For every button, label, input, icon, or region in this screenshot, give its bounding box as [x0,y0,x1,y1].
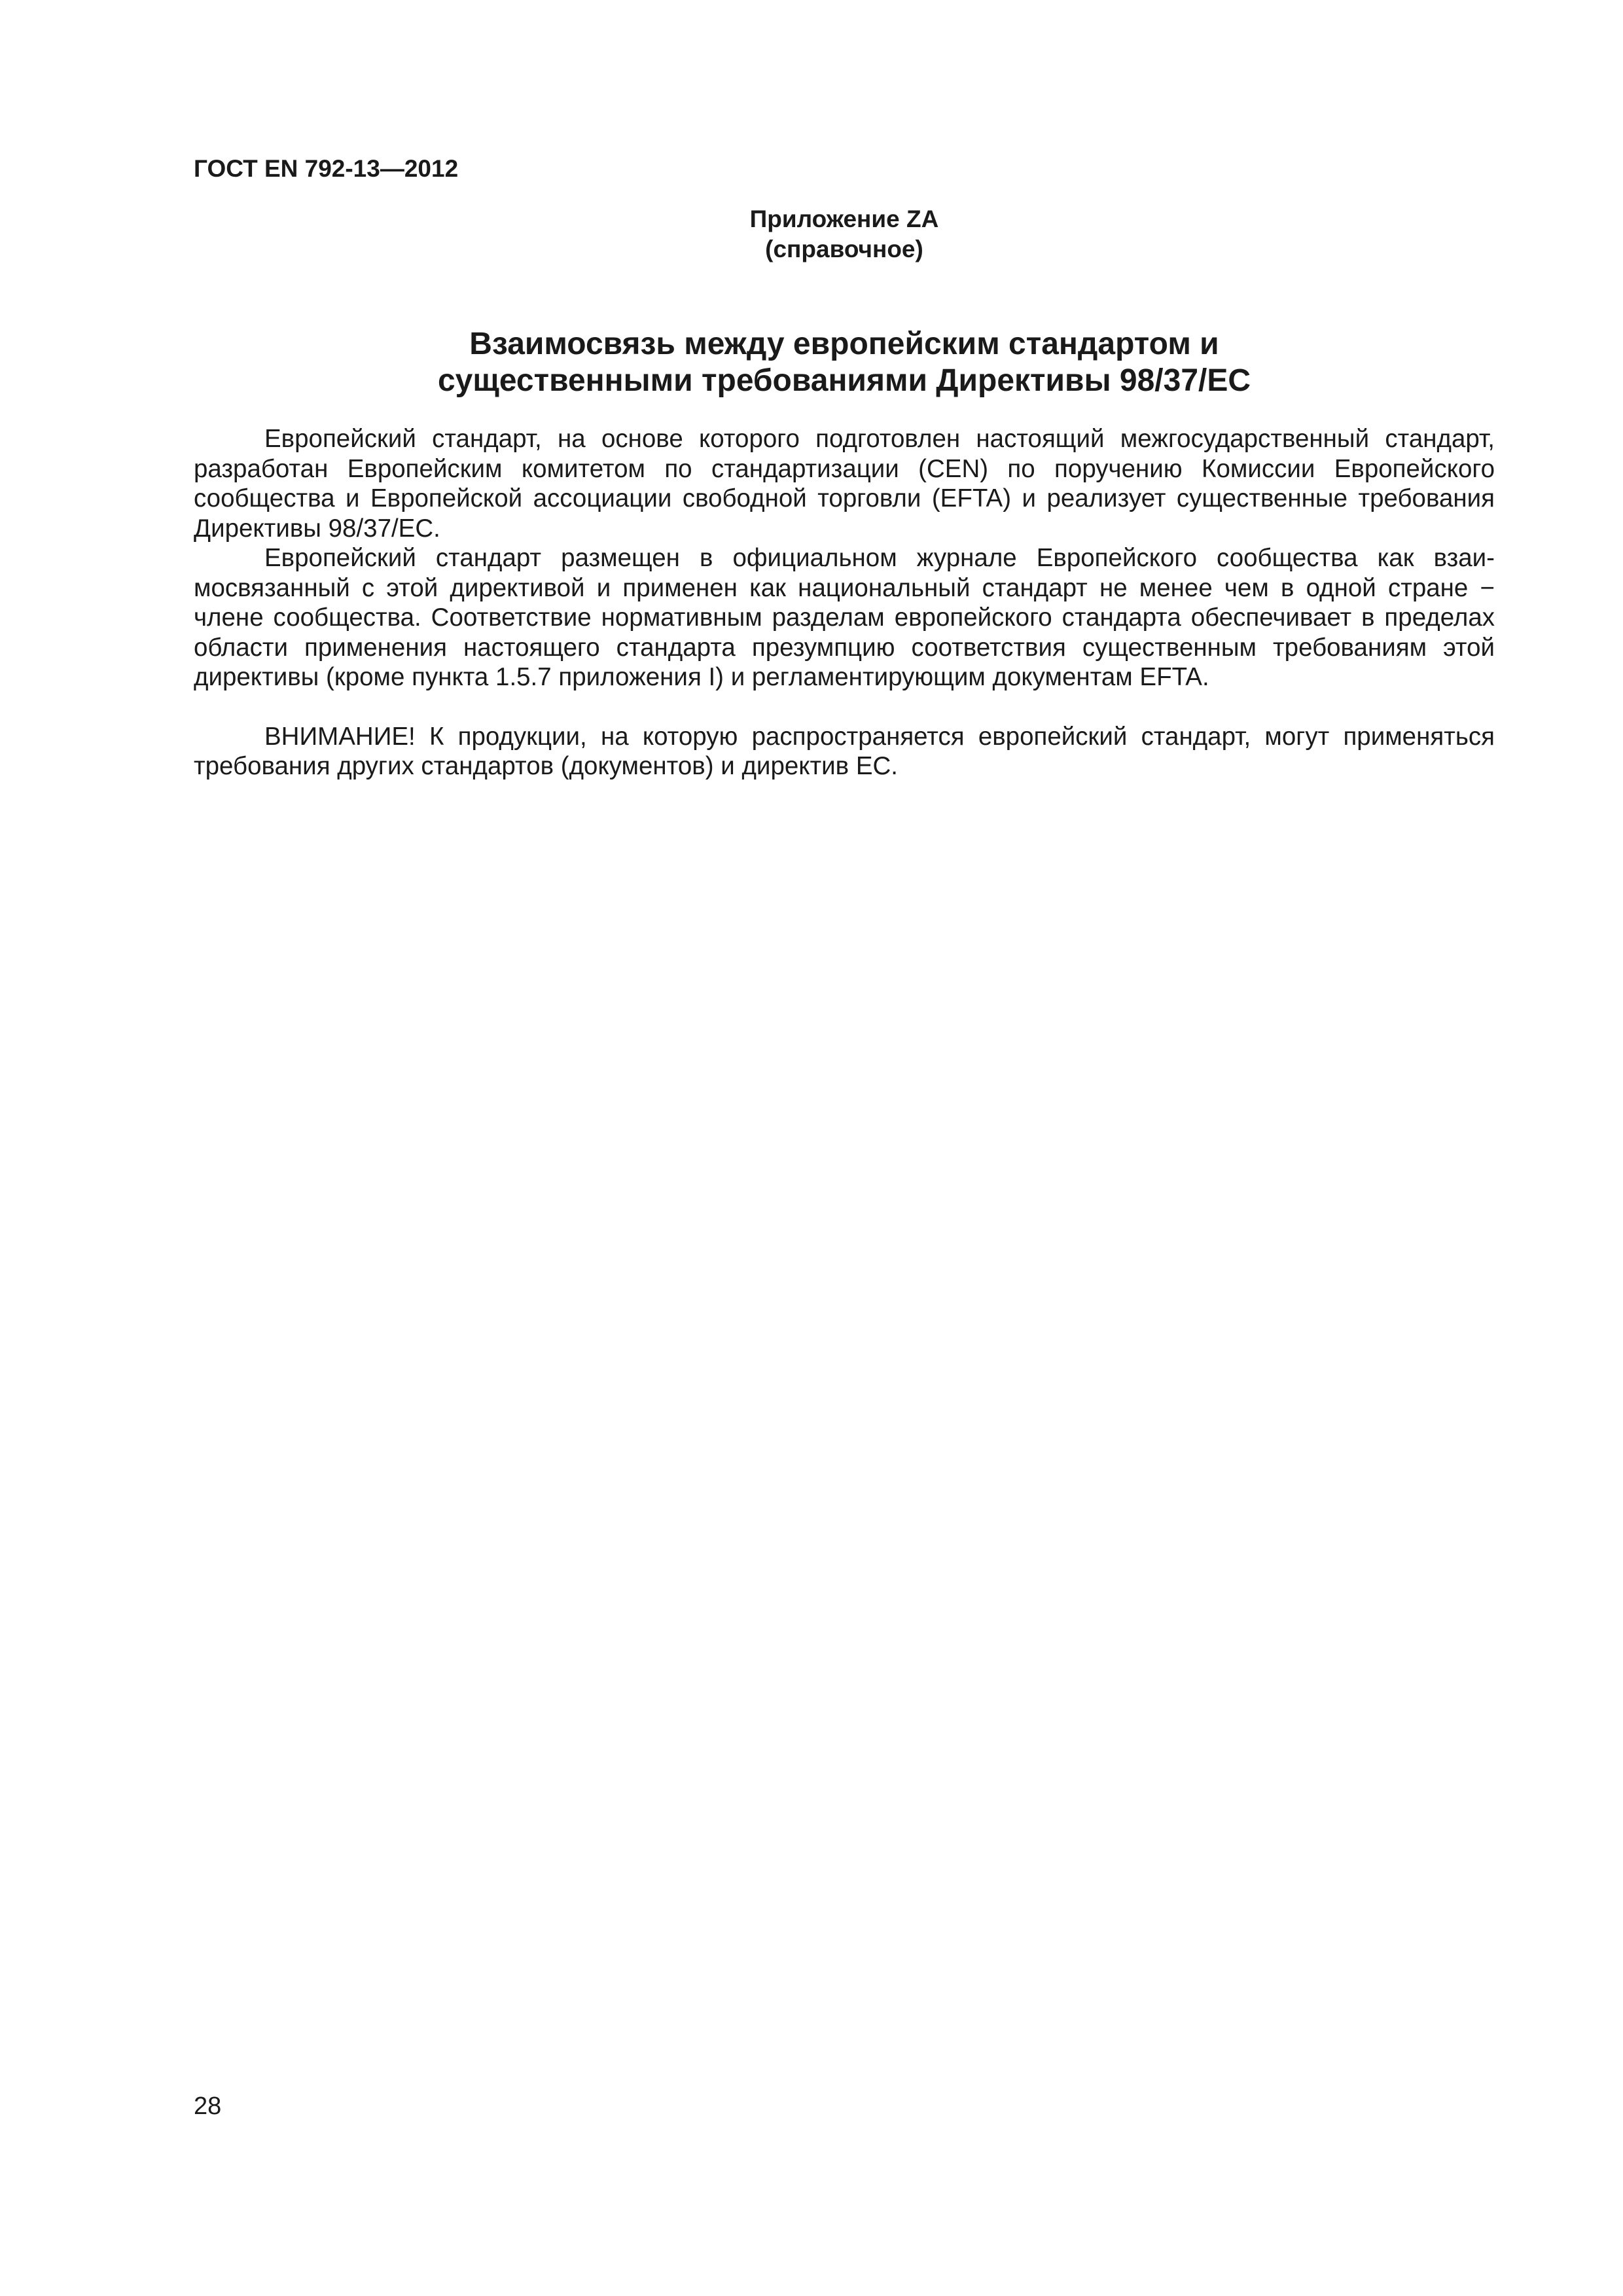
paragraph-2: Европейский стандарт размещен в официальном журнале Европейского сообщества как взаимосвязанный с этой директивой и применен как национальный стандарт не менее чем в одной стране − члене сообщества. Соответствие нормативным разделам европейского стандарта обеспечивает в пределах области применения настоящего стандарта презумпцию соответствия существенным требованиям этой директивы (кроме пункта 1.5.7 приложения I) и регламентирующим документам EFTA. [194,544,1495,691]
body-text [194,424,1495,781]
document-code: ГОСТ EN 792-13—2012 [194,155,459,182]
annex-kind: (справочное) [765,236,923,262]
section-heading-line-2: существенными требованиями Директивы 98/37/ЕС [437,363,1251,398]
page-number: 28 [194,2092,222,2120]
paragraph-warning: ВНИМАНИЕ! К продукции, на которую распространяется европейский стандарт, могут применяться требования других стандартов (документов) и директив ЕС. [194,722,1495,780]
paragraph-1: Европейский стандарт, на основе которого подготовлен настоящий межгосударственный стандарт, разработан Европейским комитетом по стандартизации (CEN) по поручению Комиссии Европейского сообщества и Европейской ассоциации свободной торговли (EFTA) и реализует существенные требования Директивы 98/37/ЕС. [194,425,1495,543]
annex-title: Приложение ZA [749,206,939,232]
section-heading-line-1: Взаимосвязь между европейским стандартом и [469,327,1219,361]
